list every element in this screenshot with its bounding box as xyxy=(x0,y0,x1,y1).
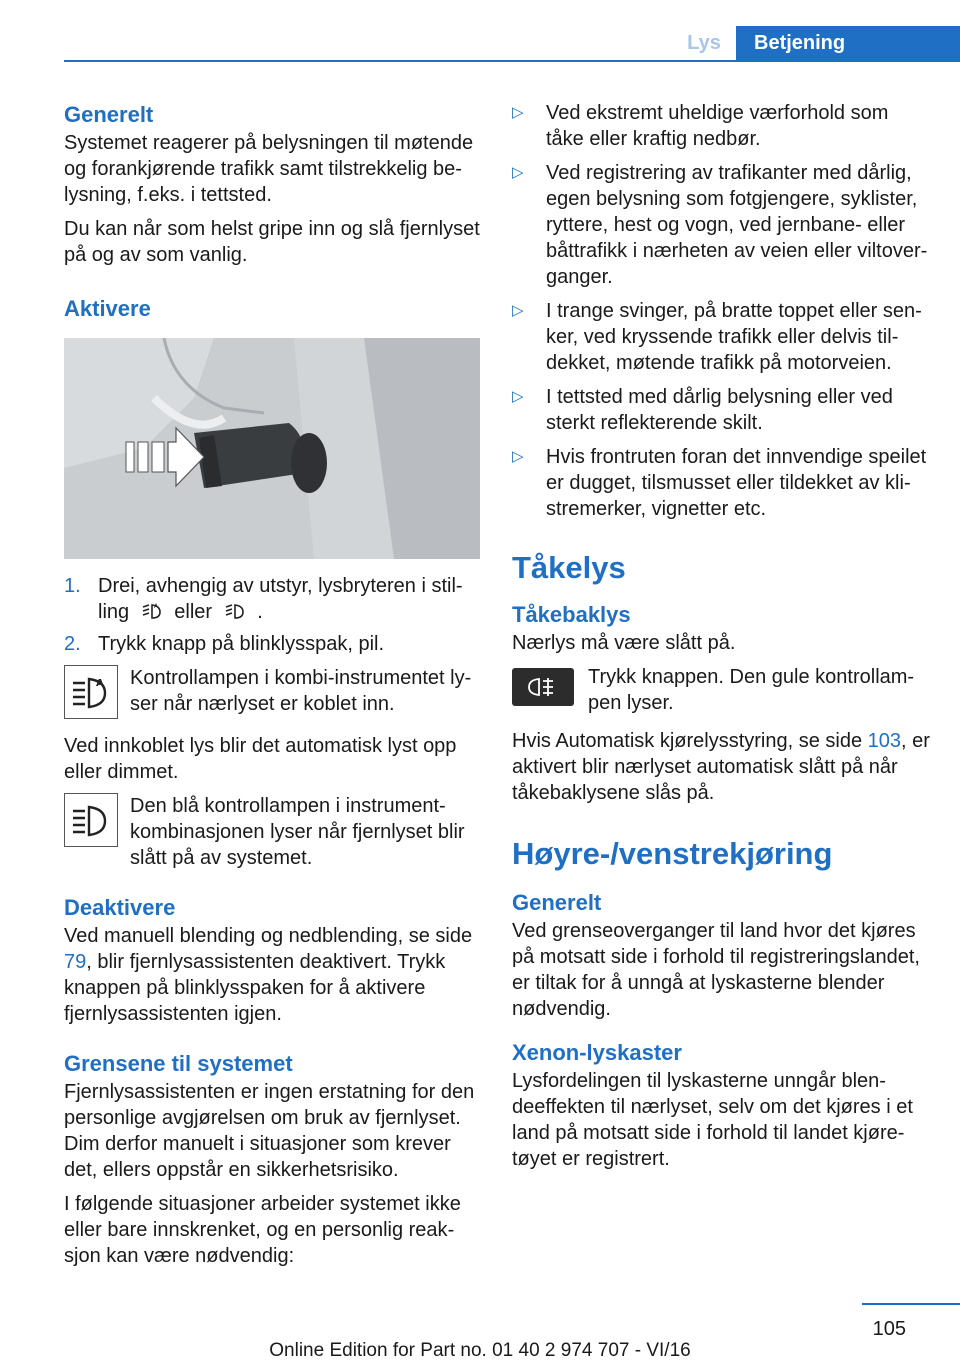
generelt-paragraph-1: Systemet reagerer på belysningen til møtende og forankjørende trafikk samt tilstrekkelig belysning, f.eks. i tettsted. xyxy=(64,132,474,206)
limit-bullet-3-text: I trange svinger, på bratte toppet eller senker, ved kryssende trafikk eller delvis tildekket, møtende trafikk på motorveien. xyxy=(546,300,922,374)
step-1-before: Drei, avhengig av utstyr, lysbryteren i stilling xyxy=(98,575,463,623)
deaktivere-after: , blir fjernlysassistenten deaktivert. Trykk knappen på blinklysspaken for å aktivere fjernlysassistenten igjen. xyxy=(64,951,446,1025)
page-link-79[interactable]: 79 xyxy=(64,951,87,973)
takelys-title: Tåkelys xyxy=(512,550,626,585)
generelt-right-paragraph: Ved grenseoverganger til land hvor det kjøres på motsatt side i forhold til registreringslandet, er tiltak for å unngå at lyskasterne blender nødvendig. xyxy=(512,920,920,1020)
step-1-text xyxy=(98,573,480,625)
limit-bullet-3 xyxy=(512,298,930,376)
page-number: 105 xyxy=(872,1318,906,1340)
bullet-marker: ▷ xyxy=(512,302,524,319)
auto-dim-paragraph: Ved innkoblet lys blir det automatisk lyst opp eller dimmet. xyxy=(64,735,457,783)
step-1-after: . xyxy=(257,601,263,623)
limit-bullet-2 xyxy=(512,160,930,290)
left-column xyxy=(64,100,480,1277)
rear-fog-light-icon xyxy=(523,675,563,699)
limit-bullet-4-text: I tettsted med dårlig belysning eller ved sterkt reflekterende skilt. xyxy=(546,386,893,434)
svg-text:A: A xyxy=(96,678,104,689)
grensene-paragraph-2: I følgende situasjoner arbeider systemet ikke eller bare innskrenket, og en personlig reaksjon kan være nødvendig: xyxy=(64,1193,461,1267)
button-note-text: Trykk knappen. Den gule kontrollampen lyser. xyxy=(588,666,915,714)
note-blue-indicator xyxy=(64,793,480,871)
high-beam-indicator-icon xyxy=(64,793,118,847)
header-divider xyxy=(64,60,960,62)
generelt-paragraph-2: Du kan når som helst gripe inn og slå fjernlyset på og av som vanlig. xyxy=(64,218,480,266)
note-auto-indicator xyxy=(64,665,480,719)
limit-bullet-4 xyxy=(512,384,930,436)
step-2-number: 2. xyxy=(64,633,81,655)
deaktivere-before: Ved manuell blending og nedblending, se side xyxy=(64,925,473,947)
deaktivere-heading: Deaktivere xyxy=(64,895,176,920)
low-beam-auto-icon xyxy=(141,602,163,620)
step-1 xyxy=(64,573,480,625)
step-2 xyxy=(64,631,480,657)
auto-light-after: , er aktivert blir nærlyset automatisk slått på når tåkebaklysene slås på. xyxy=(512,730,930,804)
limit-bullet-2-text: Ved registrering av trafikanter med dårlig, egen belysning som fotgjengere, syklister, ryttere, hest og vogn, ved jernbane- eller båttrafikk i nærheten av veien eller viltoverganger. xyxy=(546,162,928,288)
low-beam-icon xyxy=(224,602,246,620)
bullet-marker: ▷ xyxy=(512,388,524,405)
limit-bullet-1 xyxy=(512,100,930,152)
bullet-marker: ▷ xyxy=(512,164,524,181)
step-1-number: 1. xyxy=(64,575,81,597)
step-2-text: Trykk knapp på blinklysspak, pil. xyxy=(98,633,385,655)
aktivere-heading: Aktivere xyxy=(64,296,151,321)
limit-bullet-5 xyxy=(512,444,930,522)
note-1-text: Kontrollampen i kombi-instrumentet lyser når nærlyset er koblet inn. xyxy=(130,667,472,715)
edition-footer: Online Edition for Part no. 01 40 2 974 707 - VI/16 xyxy=(269,1340,691,1361)
auto-light-before: Hvis Automatisk kjørelysstyring, se side xyxy=(512,730,863,752)
deaktivere-paragraph xyxy=(64,923,480,1027)
high-beam-assist-indicator-icon xyxy=(64,665,118,719)
step-1-mid: eller xyxy=(174,601,213,623)
generelt-heading: Generelt xyxy=(64,102,154,127)
xenon-paragraph: Lysfordelingen til lyskasterne unngår blendeeffekten til nærlyset, selv om det kjøres i et land på motsatt side i forhold til landet kjøretøyet er registrert. xyxy=(512,1070,913,1170)
limit-bullet-1-text: Ved ekstremt uheldige værforhold som tåke eller kraftig nedbør. xyxy=(546,102,889,150)
right-column xyxy=(512,100,930,1180)
page-link-103[interactable]: 103 xyxy=(867,730,902,752)
rear-fog-light-button[interactable] xyxy=(512,668,574,706)
hoyre-venstre-title: Høyre-/venstrekjøring xyxy=(512,836,833,871)
takebaklys-heading: Tåkebaklys xyxy=(512,602,631,627)
header-section-tab[interactable]: Lys xyxy=(687,32,721,54)
note-2-text: Den blå kontrollampen i instrumentkombinasjonen lyser når fjernlyset blir slått på av systemet. xyxy=(130,795,465,869)
bullet-marker: ▷ xyxy=(512,448,524,465)
grensene-paragraph-1: Fjernlysassistenten er ingen erstatning for den personlige avgjørelsen om bruk av fjernlyset. Dim derfor manuelt i situasjoner som krever det, ellers oppstår en sikkerhetsrisiko. xyxy=(64,1081,475,1181)
rear-fog-button-note xyxy=(512,664,930,716)
bullet-marker: ▷ xyxy=(512,104,524,121)
stalk-illustration xyxy=(64,338,480,559)
generelt-right-heading: Generelt xyxy=(512,890,602,915)
grensene-heading: Grensene til systemet xyxy=(64,1051,293,1076)
footer-divider xyxy=(862,1303,960,1305)
takebaklys-paragraph: Nærlys må være slått på. xyxy=(512,632,736,654)
svg-text:A: A xyxy=(153,603,158,610)
turn-signal-stalk-image xyxy=(64,338,480,559)
header-chapter-tab[interactable]: Betjening xyxy=(736,26,960,60)
auto-light-paragraph xyxy=(512,728,930,806)
xenon-heading: Xenon-lyskaster xyxy=(512,1040,682,1065)
limit-bullet-5-text: Hvis frontruten foran det innvendige speilet er dugget, tilsmusset eller tildekket av klistremerker, vignetter etc. xyxy=(546,446,927,520)
